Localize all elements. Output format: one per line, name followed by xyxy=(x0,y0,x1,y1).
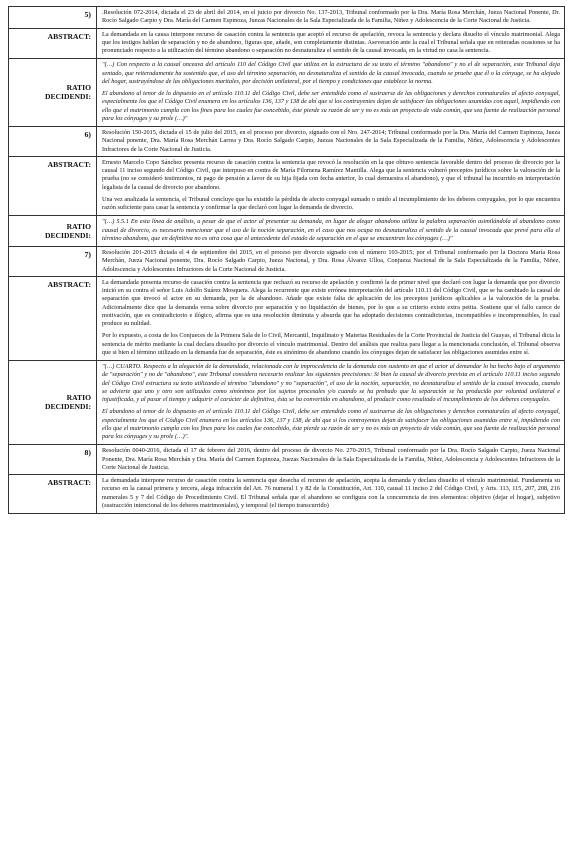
case-7-abstract-row xyxy=(8,277,565,361)
ratio-paragraph: "(…) CUARTO. Respecto a la alegación de la demandada, relacionada con la improcedencia de la demanda con sustento en que el actor al demandar lo ha hecho bajo el argumento de "separación" y no de "abandono", este Tribunal considera necesario realizar las siguientes precisiones: Si bien la causal de divorcio prevista en el artículo 110.11 inciso segundo del Código Civil estructura su texto utilizando el término "abandono" y no "separación", el uso de la noción, separación, no desnaturaliza el sentido de la causal invocada, cuando se advierte que uno y otro son utilizados como sinónimos por los sujetos procesales y/o cuando se ha probado que la separación se ha producido por voluntad unilateral e injustificada, y al pasar el tiempo y adquirir el carácter de definitiva, ésta se ha convertido en abandono, al producir como resultado el incumplimiento de los deberes conyugales. xyxy=(102,363,560,403)
ratio-label xyxy=(9,216,97,246)
ratio-paragraph: El abandono al tenor de lo dispuesto en el artículo 110.11 del Código Civil, debe ser entendido como el sustraerse de las obligaciones y derechos connaturales al afecto conyugal, especialmente los que el Código Civil enumera en los artículos 136, 137 y 138 de ahí que si los contrayentes dejan de satisfacer las obligaciones asumidas con aquel, impidiendo con ello que el matrimonio cumpla con los fines para los cuales fue concebido, éste pierde su razón de ser y no es más un proyecto de vida común, que sea fuente de realización personal para los cónyuges y su prole (…)" xyxy=(102,90,560,122)
abstract-label: ABSTRACT: xyxy=(9,29,97,59)
case-8-abstract-row xyxy=(8,475,565,514)
abstract-label: ABSTRACT: xyxy=(9,475,97,513)
case-6-ratio-row xyxy=(8,216,565,247)
ratio-label-line1: RATIO xyxy=(66,83,91,93)
case-header: Resolución 201-2015 dictada el 4 de septiembre del 2015, en el proceso por divorcio signado con el número 103-2015; por el Tribunal conformado por la Doctora María Rosa Merchán, Jueza Nacional ponente, Dra. Rocío Salgado Carpio, Jueza Nacional, y Dra. Rosa Álvarez Ulloa, Conjueza Nacional de la Sala Especializada de la Familia, Niñez, Adolescencia y Adolescentes Infractores de la Corte Nacional de Justicia. xyxy=(102,249,560,273)
case-7-header-row xyxy=(8,247,565,277)
case-8-header-row xyxy=(8,445,565,475)
case-number: 8) xyxy=(9,445,97,474)
abstract-label: ABSTRACT: xyxy=(9,157,97,216)
abstract-label: ABSTRACT: xyxy=(9,277,97,360)
ratio-label-line1: RATIO xyxy=(66,393,91,403)
abstract-paragraph: Ernesto Marcelo Copo Sánchez presenta recurso de casación contra la sentencia que revocó la resolución en la que obtuvo sentencia favorable dentro del proceso de divorcio por la causal 11 inciso segundo del Código Civil, que interpuso en contra de María Filomena Ramírez Mantilla. Alega que la sentencia vulneró preceptos jurídicos sobre la valoración de la prueba (no se consideró testimonios, ni pago de pensión a favor de su hija fijada con fecha anterior, lo cual demuestra el abandono), y que el tribunal ha incurrido en interpretación legalista de la causal de divorcio por abandono. xyxy=(102,158,560,191)
ratio-label xyxy=(9,361,97,444)
ratio-label-line2: DECIDENDI: xyxy=(45,92,91,102)
case-6-abstract-row xyxy=(8,157,565,217)
case-number: 7) xyxy=(9,247,97,276)
abstract-paragraph: Una vez analizada la sentencia, el Tribunal concluye que ha existido la pérdida de afecto conyugal sumado o unido al incumplimiento de los deberes conyugales, por lo que encuentra razón suficiente para casar la sentencia y confirmar la que declaró con lugar la demanda de divorcio. xyxy=(102,195,560,211)
case-6-header-row xyxy=(8,127,565,157)
abstract-paragraph: La demandada en la causa interpone recurso de casación contra la sentencia que aceptó el recurso de apelación, revoca la sentencia y declara disuelto el vínculo matrimonial. Alega que los testigos hablan de separación y no de abandono, figuras que, añade, son completamente distintas. Aseveración ante la cual el Tribunal señala que en reiteradas ocasiones se ha pronunciado respecto a la utilización del término abandono o separación no desnaturaliza el sentido de la causal invocada, en la virtud no casa la sentencia. xyxy=(102,30,560,54)
ratio-label-line2: DECIDENDI: xyxy=(45,230,91,240)
case-header: .Resolución 072-2014, dictada el 23 de abril del 2014, en el juicio por divorcio No. 137-2013, Tribunal conformado por la Dra. María Rosa Merchán, Jueza Nacional Ponente, Dr. Rocío Salgado Carpio y Dra. María del Carmen Espinoza, Juezas Nacionales de la Sala Especializada de la Familia, Niñez y Adolescencia de la Corte Nacional de Justicia. xyxy=(102,9,560,25)
abstract-paragraph: Por lo expuesto, a costa de los Conjueces de la Primera Sala de lo Civil, Mercantil, Inquilinato y Materias Residuales de la Corte Provincial de Justicia del Guayas, el Tribunal dicta la sentencia de mérito mediante la cual declara disuelto por divorcio el vínculo matrimonial. Dentro del análisis que realiza para llegar a la mencionada conclusión, el Tribunal observa que si bien el término utilizado en la demanda fue de separación, éste es sinónimo de abandono cuando los cónyuges dejan de satisfacer las obligaciones asumidas entre sí. xyxy=(102,332,560,356)
case-7-ratio-row xyxy=(8,361,565,445)
ratio-label-line1: RATIO xyxy=(66,221,91,231)
case-number: 5) xyxy=(9,7,97,28)
ratio-paragraph: "(…) Con respecto a la causal onceava del artículo 110 del Código Civil que utiliza en la estructura de su texto el término "abandono" y no el de separación, este Tribunal deja sentado, que reiteradamente ha sostenido que, el uso del término separación, no desnaturaliza el sentido de la causal invocada, cuando se pruebe que él o la cónyuge, se ha alejado del hogar, sustrayéndose de las obligaciones maritales, por decisión unilateral, por el tiempo y condiciones que establece la norma. xyxy=(102,61,560,85)
abstract-paragraph: La demandada presenta recurso de casación contra la sentencia que rechazó su recurso de apelación y confirmó la de primer nivel que declaró con lugar la demanda que por divorcio inició en su contra el señor Luis Adolfo Suárez Mosquera. Alega la recurrente que existe errónea interpretación del artículo 110.11 del Código Civil, que se ha cambiado la causal de separación que invocó el actor en su demanda, por la de abandono. Añade que existe falta de aplicación de los preceptos jurídicos aplicables a la valoración de la prueba. Adicionalmente dice que la demanda versa sobre divorcio por separación y no liquidación de bienes, por lo que a su criterio existe extra petita. Sostiene que el fallo carece de motivación, que es contradictorio e ilógico, afirma que es una resolución diminuta y absurda que ha adoptado decisiones contradictorias, incompatibles e incomprensibles, lo cual produce su nulidad. xyxy=(102,278,560,327)
abstract-paragraph: La demandada interpone recurso de casación contra la sentencia que desecha el recurso de apelación, acepta la demanda y declara disuelto el vínculo matrimonial. Fundamenta su recurso en la causal primera y tercera, alega infracción del Art. 76 numeral 1 y 82 de la Constitución, Art. 110, causal 11 inciso 2 del Código Civil, y Arts. 113, 115, 207, 208, 216 numerales 5 y 7 del Código de Procedimiento Civil. El Tribunal señala que el abandono se configura con la concurrencia de tres elementos: objetivo (dejar el hogar), subjetivo (sustracción intencional de los deberes matrimoniales), y temporal (el tiempo transcurrido) xyxy=(102,477,560,509)
case-5-header-row xyxy=(8,6,565,29)
case-header: Resolución 150-2015, dictada el 15 de julio del 2015, en el proceso por divorcio, signado con el Nro. 247-2014; Tribunal conformado por la Dra. María del Carmen Espinoza, Jueza Nacional ponente, Dra. María Rosa Merchán Larrea y Dra. Rocío Salgado Carpio, Juezas Nacionales de la Sala Especializada de la Familia, Niñez, Adolescencia y Adolescentes Infractores de la Corte Nacional de Justicia. xyxy=(102,129,560,153)
case-5-abstract-row xyxy=(8,29,565,60)
case-number: 6) xyxy=(9,127,97,156)
ratio-label-line2: DECIDENDI: xyxy=(45,402,91,412)
case-header: Resolución 0040-2016, dictada el 17 de febrero del 2016, dentro del proceso de divorcio No. 270-2015, Tribunal conformado por la Dra. Rocío Salgado Carpio, Jueza Nacional Ponente, Dra. María Rosa Merchán y Dra. María del Carmen Espinoza, Juezas Nacionales de la Sala Especializada de la Familia, Niñez, Adolescencia y Adolescentes Infractores de la Corte Nacional de Justicia. xyxy=(102,447,560,471)
ratio-paragraph: "(…) 5.5.1 En esta línea de análisis, a pesar de que el actor al presentar su demanda, en lugar de alegar abandono utiliza la palabra separación asimilándola al abandono como causal de divorcio, es necesario mencionar que el uso de la noción separación, en el caso que nos ocupa no desnaturaliza el sentido de la causal invocada que prevé para ella el término abandono, que en definitiva no es otra cosa que el antecedente del estado de separación en el que se encuentran los cónyuges (…)" xyxy=(102,218,560,242)
case-5-ratio-row xyxy=(8,59,565,127)
ratio-paragraph: El abandono al tenor de lo dispuesto en el artículo 110.11 del Código Civil, debe ser entendido como el sustraerse de las obligaciones y derechos connaturales al afecto conyugal, especialmente los que el Código Civil enumera en los artículos 136, 137 y 138, de ahí que si los contrayentes dejan de satisfacer las obligaciones asumidas entre sí, impidiendo con ello que el matrimonio cumpla con los fines para los cuales fue concebido, éste pierde su razón de ser y no es más un proyecto de vida común, que sea fuente de realización personal para los cónyuges y su prole (…)". xyxy=(102,408,560,440)
ratio-label xyxy=(9,59,97,126)
